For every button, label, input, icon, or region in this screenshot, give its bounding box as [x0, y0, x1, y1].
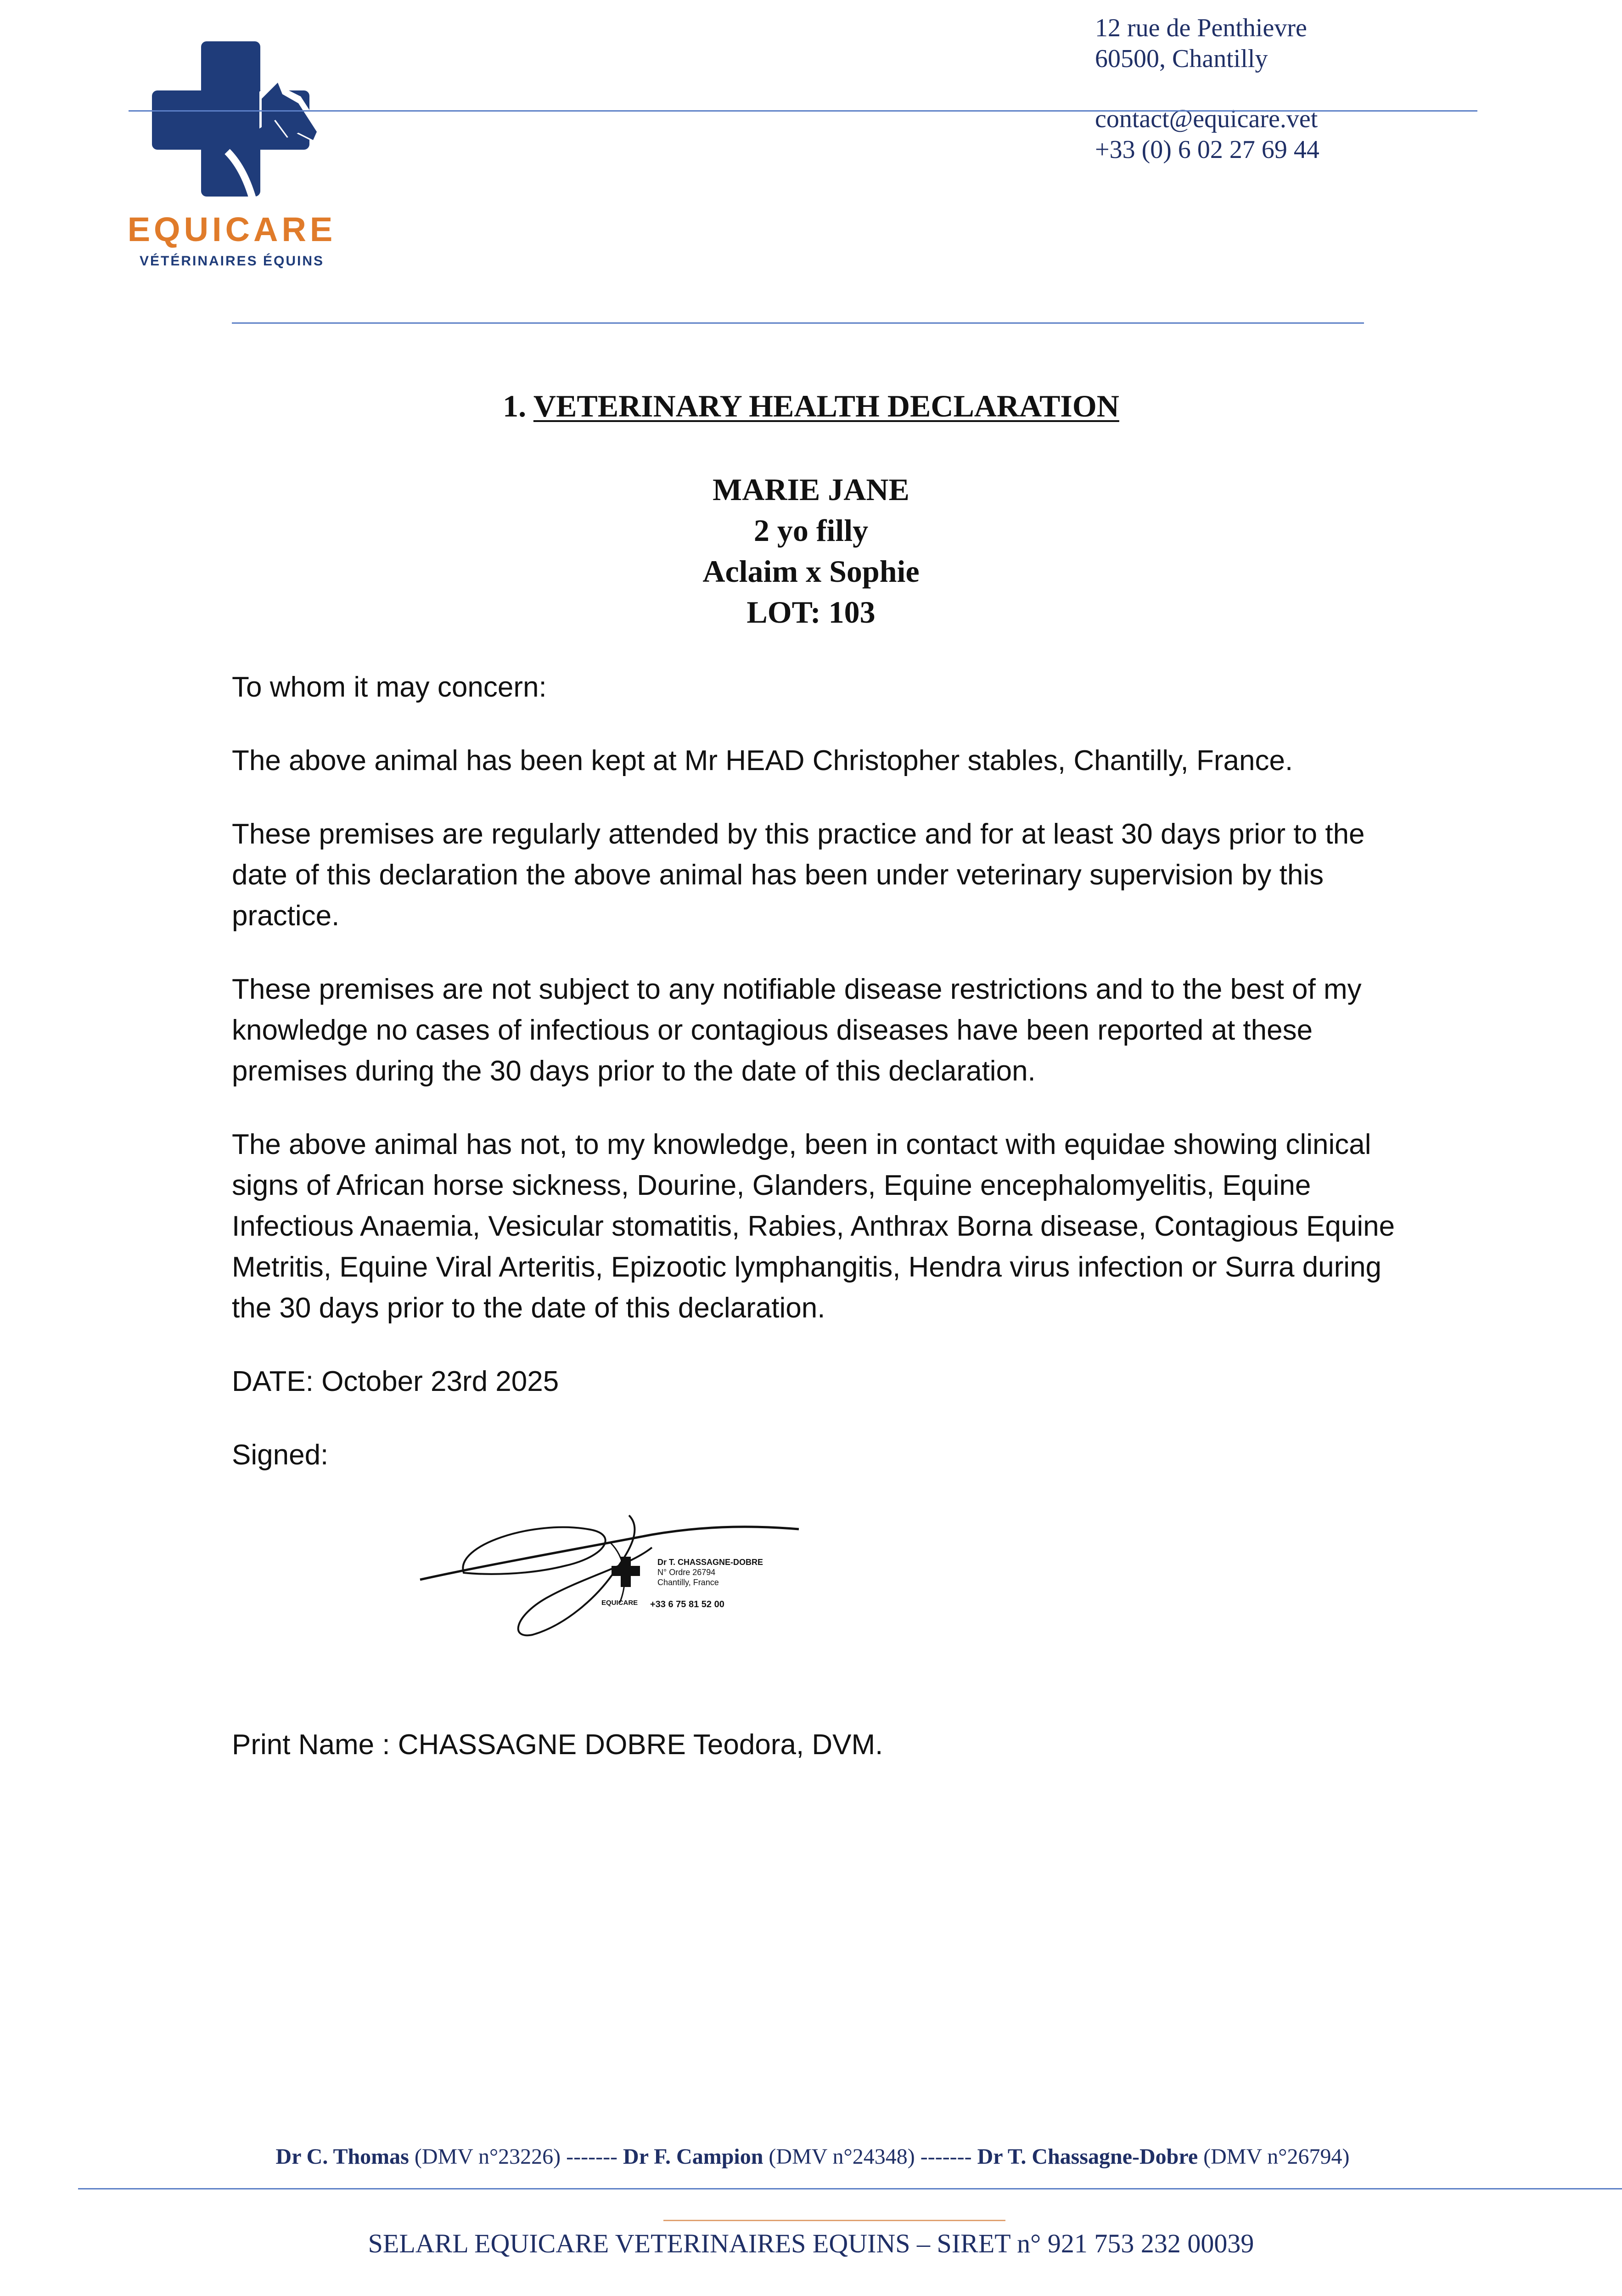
- declaration-body: [232, 667, 1398, 1475]
- declaration-date: DATE: October 23rd 2025: [232, 1366, 559, 1397]
- signed-label: Signed:: [232, 1439, 329, 1471]
- footer-vet-2-name: Dr F. Campion: [623, 2144, 763, 2169]
- email-link[interactable]: contact@equicare.vet: [1095, 105, 1318, 133]
- horse-pedigree: Aclaim x Sophie: [702, 554, 920, 589]
- stamp-cross-icon: [612, 1557, 640, 1587]
- horse-lot: LOT: 103: [746, 595, 876, 630]
- handwritten-signature: [420, 1515, 799, 1635]
- footer-vet-3-id: (DMV n°26794): [1203, 2144, 1350, 2169]
- paragraph-restrictions: These premises are not subject to any notifiable disease restrictions and to the best of my knowledge no cases of infectious or contagious diseases have been reported at these premises during the 30 days prior to the date of this declaration.: [232, 974, 1362, 1087]
- paragraph-supervision: These premises are regularly attended by this practice and for at least 30 days prior to the date of this declaration the above animal has been under veterinary supervision by this practice.: [232, 818, 1365, 932]
- paragraph-stabling: The above animal has been kept at Mr HEAD Christopher stables, Chantilly, France.: [232, 745, 1293, 777]
- title-number: 1.: [503, 388, 527, 423]
- phone-number: +33 (0) 6 02 27 69 44: [1095, 135, 1319, 164]
- footer-vet-1-name: Dr C. Thomas: [275, 2144, 409, 2169]
- footer-separator-1: -------: [566, 2144, 618, 2169]
- footer-accent-divider: [663, 2220, 1005, 2221]
- horse-name: MARIE JANE: [713, 472, 909, 507]
- salutation: To whom it may concern:: [232, 671, 547, 703]
- footer-divider: [78, 2188, 1622, 2189]
- address-line-2: 60500, Chantilly: [1095, 45, 1268, 73]
- footer-separator-2: -------: [920, 2144, 972, 2169]
- stamp-vet-name: Dr T. CHASSAGNE-DOBRE: [657, 1558, 763, 1567]
- footer-vet-2-id: (DMV n°24348): [769, 2144, 915, 2169]
- logo-wordmark: EQUICARE: [127, 210, 337, 248]
- footer-vet-list: [250, 2144, 1375, 2169]
- header-subdivider: [232, 322, 1364, 324]
- paragraph-diseases: The above animal has not, to my knowledge, been in contact with equidae showing clinical signs of African horse sickness, Dourine, Glanders, Equine encephalomyelitis, Equine Infectious Anaemia, Vesicular stomatitis, Rabies, Anthrax Borna disease, Contagious Equine Metritis, Equine Viral Arteritis, Epizootic lymphangitis, Hendra virus infection or Surra during the 30 days prior to the date of this declaration.: [232, 1129, 1395, 1324]
- title-text: VETERINARY HEALTH DECLARATION: [533, 388, 1119, 423]
- medical-cross-horse-icon: [152, 41, 321, 207]
- header-divider: [129, 110, 1477, 112]
- logo-tagline: VÉTÉRINAIRES ÉQUINS: [139, 253, 325, 269]
- footer-vet-1-id: (DMV n°23226): [414, 2144, 561, 2169]
- footer-company: SELARL EQUICARE VETERINAIRES EQUINS – SIRET n° 921 753 232 00039: [368, 2228, 1254, 2258]
- stamp-phone: +33 6 75 81 52 00: [650, 1599, 724, 1609]
- horse-details: [0, 469, 1622, 633]
- signature-stamp: [413, 1502, 808, 1649]
- footer-vet-3-name: Dr T. Chassagne-Dobre: [977, 2144, 1198, 2169]
- print-name: Print Name : CHASSAGNE DOBRE Teodora, DVM.: [232, 1729, 883, 1761]
- document-title: [0, 388, 1622, 424]
- practice-contact: [1095, 13, 1319, 165]
- stamp-logo-text: EQUICARE: [601, 1599, 638, 1607]
- equicare-logo: [122, 37, 342, 276]
- horse-age-sex: 2 yo filly: [753, 513, 869, 548]
- stamp-order-number: N° Ordre 26794: [657, 1568, 716, 1577]
- address-line-1: 12 rue de Penthievre: [1095, 14, 1307, 42]
- stamp-location: Chantilly, France: [657, 1578, 719, 1587]
